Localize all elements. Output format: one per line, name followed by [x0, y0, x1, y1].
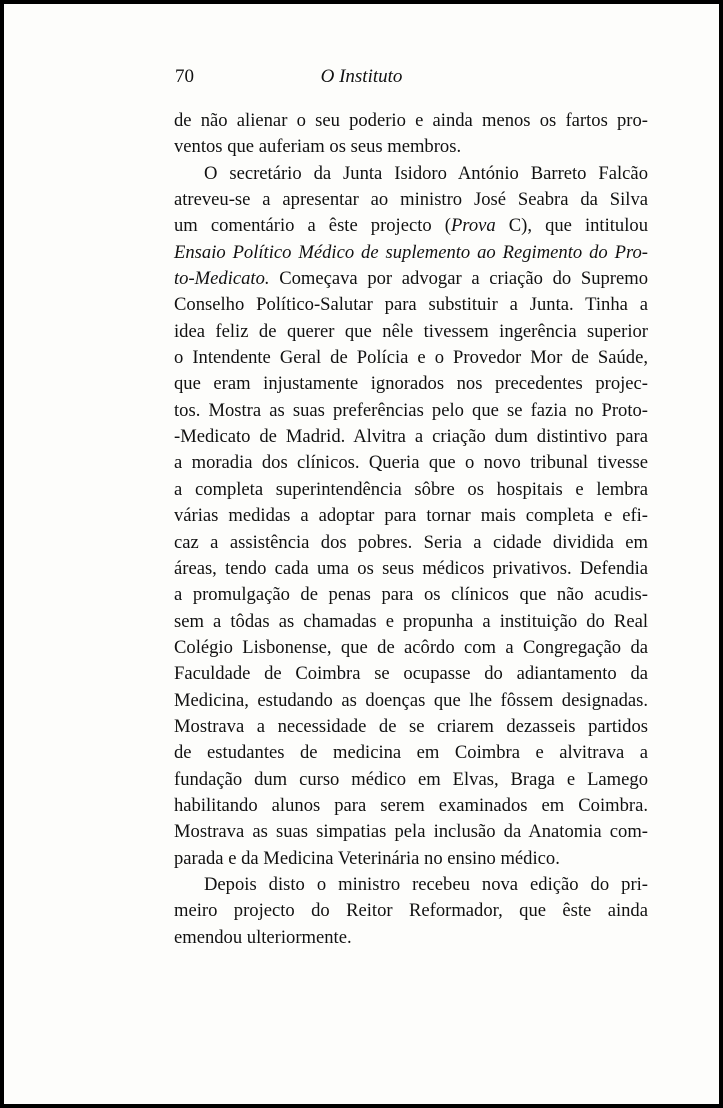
italic-text: Ensaio Político Médico de suplemento ao Regimento do Pro-: [174, 241, 648, 263]
text-run: várias medidas a adoptar para tornar mais completa e efi-: [174, 505, 648, 527]
page-number: 70: [175, 66, 194, 87]
text-line: [174, 846, 648, 872]
text-line: [174, 740, 648, 766]
page-header: [4, 66, 719, 90]
text-run: a promulgação de penas para os clínicos que não acudis-: [174, 584, 648, 606]
text-run: de não alienar o seu poderio e ainda menos os fartos pro-: [174, 110, 648, 131]
italic-text: Prova: [450, 215, 496, 237]
text-line: [174, 240, 648, 266]
text-line: [174, 292, 648, 318]
text-run: um comentário a êste projecto (: [174, 215, 451, 237]
text-run: tos. Mostra as suas preferências pelo que se fazia no Proto-: [174, 399, 648, 421]
text-line: [174, 714, 648, 740]
text-run: o Intendente Geral de Polícia e o Provedor Mor de Saúde,: [174, 347, 648, 369]
text-run: caz a assistência dos pobres. Seria a cidade dividida em: [174, 531, 648, 553]
text-run: Mostrava a necessidade de se criarem dezasseis partidos: [174, 715, 648, 737]
text-run: ventos que auferiam os seus membros.: [174, 136, 462, 158]
text-line: [174, 503, 648, 529]
text-line: [174, 161, 648, 187]
text-run: Medicina, estudando as doenças que lhe fôssem designadas.: [174, 689, 648, 711]
text-line: [174, 530, 648, 556]
text-run: Conselho Político-Salutar para substituir a Junta. Tinha a: [174, 294, 648, 316]
text-run: meiro projecto do Reitor Reformador, que êste ainda: [174, 900, 648, 922]
text-run: a moradia dos clínicos. Queria que o novo tribunal tivesse: [174, 452, 648, 474]
text-run: idea feliz de querer que nêle tivessem ingerência superior: [174, 320, 648, 342]
text-run: fundação dum curso médico em Elvas, Braga e Lamego: [174, 768, 648, 790]
text-line: [174, 424, 648, 450]
text-run: parada e da Medicina Veterinária no ensino médico.: [174, 847, 560, 869]
text-line: [174, 793, 648, 819]
text-line: [174, 635, 648, 661]
italic-text: to-Medicato.: [174, 268, 270, 290]
text-line: [174, 398, 648, 424]
book-page: [4, 4, 719, 1104]
text-line: [174, 213, 648, 239]
text-line: [174, 187, 648, 213]
text-line: [174, 582, 648, 608]
text-line: [174, 134, 648, 160]
paragraph: [174, 872, 648, 951]
text-run: -Medicato de Madrid. Alvitra a criação dum distintivo para: [174, 426, 648, 448]
text-line: [174, 609, 648, 635]
text-run: C), que intitulou: [495, 215, 648, 237]
running-title: O Instituto: [320, 66, 403, 87]
text-run: áreas, tendo cada uma os seus médicos privativos. Defendia: [174, 557, 648, 579]
text-run: emendou ulteriormente.: [174, 926, 352, 948]
text-run: O secretário da Junta Isidoro António Barreto Falcão: [204, 162, 648, 184]
text-line: [174, 345, 648, 371]
text-line: [174, 925, 648, 951]
text-run: de estudantes de medicina em Coimbra e alvitrava a: [174, 742, 648, 764]
text-run: atreveu-se a apresentar ao ministro José Seabra da Silva: [174, 189, 648, 211]
text-line: [174, 661, 648, 687]
text-run: Começava por advogar a criação do Supremo: [269, 268, 648, 290]
text-run: habilitando alunos para serem examinados em Coimbra.: [174, 794, 648, 816]
text-line: [174, 767, 648, 793]
text-line: [174, 477, 648, 503]
text-line: [174, 108, 648, 134]
text-run: Depois disto o ministro recebeu nova edição do pri-: [204, 873, 648, 895]
text-run: que eram injustamente ignorados nos precedentes projec-: [174, 373, 648, 395]
paragraph: [174, 108, 648, 161]
text-run: Mostrava as suas simpatias pela inclusão da Anatomia com-: [174, 821, 648, 843]
text-line: [174, 266, 648, 292]
text-line: [174, 898, 648, 924]
text-run: a completa superintendência sôbre os hospitais e lembra: [174, 478, 648, 500]
text-line: [174, 819, 648, 845]
text-line: [174, 319, 648, 345]
text-line: [174, 371, 648, 397]
text-run: Colégio Lisbonense, que de acôrdo com a Congregação da: [174, 636, 648, 658]
body-text: [174, 108, 648, 951]
text-run: sem a tôdas as chamadas e propunha a instituição do Real: [174, 610, 648, 632]
text-line: [174, 450, 648, 476]
paragraph: [174, 161, 648, 872]
text-run: Faculdade de Coimbra se ocupasse do adiantamento da: [174, 663, 648, 685]
text-line: [174, 556, 648, 582]
text-line: [174, 688, 648, 714]
text-line: [174, 872, 648, 898]
